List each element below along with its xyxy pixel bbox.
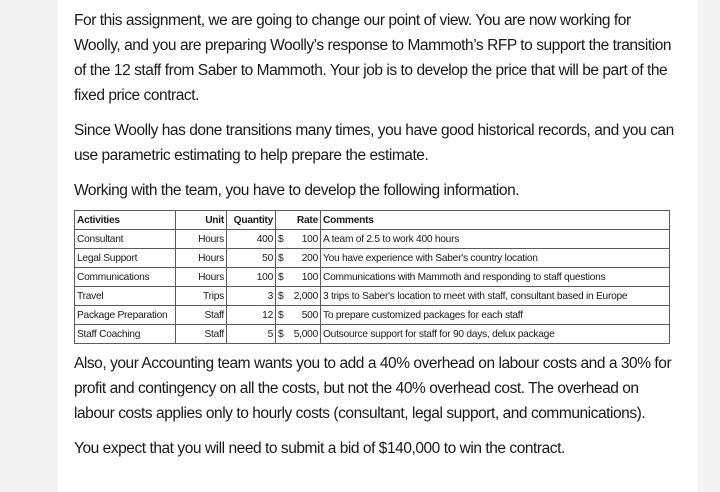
- comment-cell: A team of 2.5 to work 400 hours: [321, 230, 670, 249]
- document-content: [74, 8, 674, 461]
- activity-cell: Staff Coaching: [75, 325, 176, 344]
- rate-cell: [276, 306, 321, 325]
- activity-cell: Communications: [75, 268, 176, 287]
- quantity-cell: 400: [227, 230, 276, 249]
- rate-value: 200: [301, 252, 318, 264]
- rate-cell: [276, 230, 321, 249]
- estimate-table: [74, 210, 670, 344]
- rate-cell: [276, 249, 321, 268]
- quantity-cell: 5: [227, 325, 276, 344]
- unit-cell: Staff: [176, 306, 227, 325]
- rate-cell: [276, 268, 321, 287]
- header-quantity: Quantity: [227, 211, 276, 230]
- quantity-cell: 100: [227, 268, 276, 287]
- comment-cell: 3 trips to Saber's location to meet with staff, consultant based in Europe: [321, 287, 670, 306]
- intro-paragraph: For this assignment, we are going to change our point of view. You are now working for Woolly, and you are preparing Woolly’s response to Mammoth’s RFP to support the transition of the 12 staff from Saber to Mammoth. Your job is to develop the price that will be part of the fixed price contract.: [74, 12, 672, 104]
- activity-cell: Travel: [75, 287, 176, 306]
- rate-cell: [276, 287, 321, 306]
- activity-cell: Legal Support: [75, 249, 176, 268]
- overhead-paragraph: Also, your Accounting team wants you to add a 40% overhead on labour costs and a 30% for profit and contingency on all the costs, but not the 40% overhead cost. The overhead on labour costs applies only to hourly costs (consultant, legal support, and communications).: [74, 355, 672, 422]
- currency-symbol: $: [278, 328, 284, 340]
- table-row: [75, 249, 670, 268]
- table-row: [75, 287, 670, 306]
- rate-value: 5,000: [293, 328, 318, 340]
- comment-cell: You have experience with Saber's country location: [321, 249, 670, 268]
- parametric-paragraph: Since Woolly has done transitions many times, you have good historical records, and you can use parametric estimating to help prepare the estimate.: [74, 122, 674, 164]
- table-row: [75, 268, 670, 287]
- table-row: [75, 306, 670, 325]
- rate-value: 500: [301, 309, 318, 321]
- header-unit: Unit: [176, 211, 227, 230]
- comment-cell: Outsource support for staff for 90 days, delux package: [321, 325, 670, 344]
- team-paragraph: Working with the team, you have to develop the following information.: [74, 182, 520, 199]
- currency-symbol: $: [278, 271, 284, 283]
- unit-cell: Trips: [176, 287, 227, 306]
- table-row: [75, 325, 670, 344]
- rate-value: 100: [301, 271, 318, 283]
- bid-paragraph: You expect that you will need to submit a bid of $140,000 to win the contract.: [74, 440, 565, 457]
- currency-symbol: $: [278, 309, 284, 321]
- unit-cell: Hours: [176, 268, 227, 287]
- unit-cell: Staff: [176, 325, 227, 344]
- quantity-cell: 12: [227, 306, 276, 325]
- header-comments: Comments: [321, 211, 670, 230]
- document-page: [58, 0, 698, 492]
- unit-cell: Hours: [176, 249, 227, 268]
- rate-value: 100: [301, 233, 318, 245]
- comment-cell: To prepare customized packages for each staff: [321, 306, 670, 325]
- currency-symbol: $: [278, 252, 284, 264]
- activity-cell: Package Preparation: [75, 306, 176, 325]
- currency-symbol: $: [278, 233, 284, 245]
- comment-cell: Communications with Mammoth and responding to staff questions: [321, 268, 670, 287]
- table-row: [75, 230, 670, 249]
- currency-symbol: $: [278, 290, 284, 302]
- header-activities: Activities: [75, 211, 176, 230]
- quantity-cell: 50: [227, 249, 276, 268]
- header-rate: Rate: [276, 211, 321, 230]
- table-header-row: [75, 211, 670, 230]
- unit-cell: Hours: [176, 230, 227, 249]
- activity-cell: Consultant: [75, 230, 176, 249]
- rate-value: 2,000: [293, 290, 318, 302]
- quantity-cell: 3: [227, 287, 276, 306]
- rate-cell: [276, 325, 321, 344]
